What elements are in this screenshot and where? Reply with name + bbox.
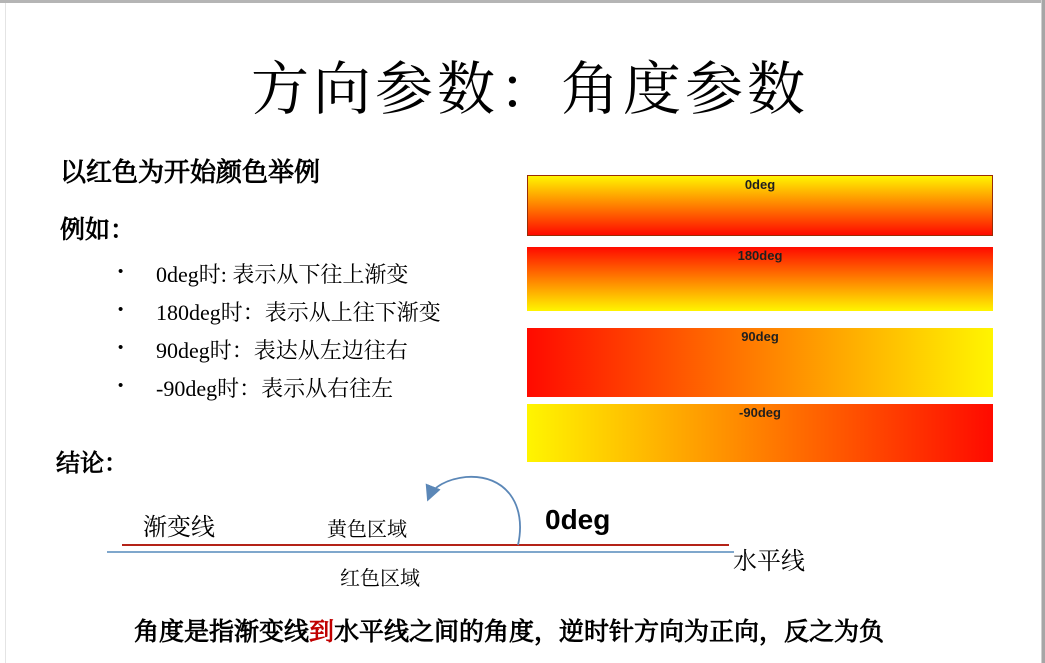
red-area-label: 红色区域 <box>340 568 420 590</box>
gradient-bar-label: -90deg <box>739 405 781 420</box>
bullet-icon: • <box>118 377 124 394</box>
bullet-icon: • <box>118 301 124 318</box>
example-label: 例如： <box>60 217 136 244</box>
horizontal-line-label: 水平线 <box>733 549 805 575</box>
gradient-bar-label: 180deg <box>737 248 783 263</box>
bullet-item-180deg <box>118 296 441 334</box>
angle-value-label: 0deg <box>545 504 611 535</box>
horizontal-line <box>107 551 734 553</box>
yellow-area-label: 黄色区域 <box>327 519 407 541</box>
bullet-item-0deg <box>118 258 441 296</box>
gradient-bar-label: 0deg <box>744 177 776 192</box>
gradient-bar-0deg <box>527 175 993 236</box>
counterclockwise-arc <box>429 477 520 545</box>
gradient-bar-label: 90deg <box>741 329 779 344</box>
bullet-text: 90deg时：表达从左边往右 <box>156 338 408 363</box>
gradient-bar-90deg <box>527 328 993 397</box>
footer-suffix: 水平线之间的角度，逆时针方向为正向，反之为负 <box>334 619 885 646</box>
bullet-icon: • <box>118 263 124 280</box>
footer-highlight: 到 <box>308 619 334 646</box>
bullet-list <box>118 258 441 410</box>
slide-title: 方向参数：角度参数 <box>250 57 809 122</box>
gradient-line-label: 渐变线 <box>143 515 215 541</box>
bullet-item-minus90deg <box>118 372 441 410</box>
window-left-edge <box>5 3 6 663</box>
window-top-edge <box>0 0 1045 3</box>
gradient-line <box>122 544 729 546</box>
footer-prefix: 角度是指渐变线 <box>133 619 309 646</box>
bullet-item-90deg <box>118 334 441 372</box>
gradient-bar-minus90deg <box>527 404 993 462</box>
footer-note <box>0 612 1018 648</box>
bullet-text: 0deg时: 表示从下往上渐变 <box>156 262 409 287</box>
intro-text: 以红色为开始颜色举例 <box>60 158 321 187</box>
bullet-icon: • <box>118 339 124 356</box>
bullet-text: 180deg时：表示从上往下渐变 <box>156 300 441 325</box>
conclusion-label: 结论： <box>56 451 128 477</box>
gradient-bar-180deg <box>527 247 993 311</box>
bullet-text: -90deg时：表示从右往左 <box>156 376 394 401</box>
